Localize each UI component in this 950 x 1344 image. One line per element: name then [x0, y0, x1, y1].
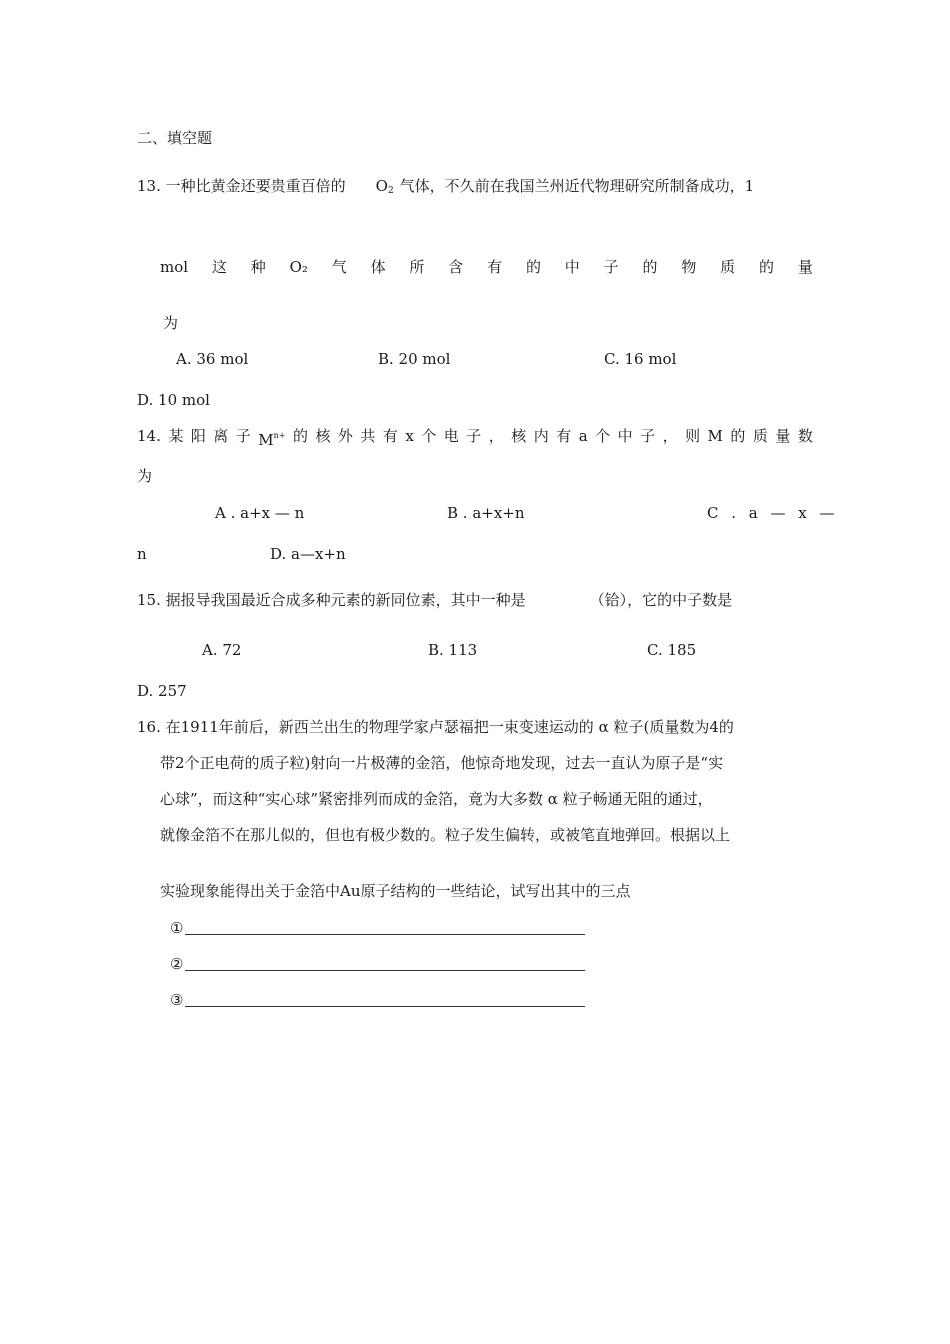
- q14-line1-token: 数: [797, 427, 813, 445]
- q13-line2-token: 子: [603, 258, 619, 276]
- q13-option-d: D. 10 mol: [137, 391, 210, 409]
- q16-line-3: 心球”，而这种“实心球”紧密排列而成的金箔，竟为大多数 α 粒子畅通无阻的通过，: [160, 790, 713, 808]
- q14-line1-token: 离: [213, 427, 229, 445]
- q13-option-c: C. 16 mol: [604, 350, 677, 368]
- q14-line1-token: 子: [640, 427, 656, 445]
- q13-line2-token: 的: [759, 258, 775, 276]
- q14-line1-token: 的: [292, 427, 308, 445]
- q14-line-1: [137, 426, 813, 450]
- q13-text-a: 13. 一种比黄金还要贵重百倍的: [137, 177, 346, 195]
- answer-blank-3[interactable]: [170, 990, 585, 1010]
- q15-line-1: [137, 590, 732, 610]
- q13-option-b: B. 20 mol: [378, 350, 451, 368]
- q14-line1-token: 有: [382, 427, 398, 445]
- blank-3-line[interactable]: [185, 992, 585, 1007]
- q13-line-2: [160, 257, 813, 277]
- q14-line1-token: ，: [488, 427, 504, 445]
- q13-line-3: 为: [163, 314, 179, 332]
- q14-line1-token: x: [405, 427, 414, 445]
- q13-line-1: [137, 176, 754, 201]
- q14-option-c: C . a — x —: [707, 504, 835, 522]
- q15-option-a: A. 72: [202, 641, 242, 659]
- q14-option-c-cont: n: [137, 545, 147, 563]
- q13-line2-token: 体: [370, 258, 386, 276]
- q14-line1-token: 电: [443, 427, 459, 445]
- q14-line1-token: 阳: [190, 427, 206, 445]
- blank-1-marker: ①: [170, 919, 184, 937]
- q14-option-a: A . a+x — n: [215, 504, 305, 522]
- ion-charge-superscript: n+: [273, 431, 286, 440]
- q14-line1-token: 的: [730, 427, 746, 445]
- q14-line1-token: 外: [337, 427, 353, 445]
- q13-line2-token: 有: [487, 258, 503, 276]
- q13-line2-token: O₂: [289, 258, 308, 276]
- q16-line-4: 就像金箔不在那儿似的，但也有极少数的。粒子发生偏转，或被笔直地弹回。根据以上: [160, 826, 731, 844]
- q16-line-2: 带2个正电荷的质子粒)射向一片极薄的金箔，他惊奇地发现，过去一直认为原子是“实: [160, 754, 724, 772]
- q15-option-b: B. 113: [428, 641, 478, 659]
- q13-text-b: 气体，不久前在我国兰州近代物理研究所制备成功，1: [399, 177, 755, 195]
- q14-line1-token: 子: [235, 427, 251, 445]
- q14-line1-token: 核: [511, 427, 527, 445]
- answer-blank-2[interactable]: [170, 954, 585, 974]
- q14-line1-token: 个: [421, 427, 437, 445]
- q14-line1-token: 内: [533, 427, 549, 445]
- q15-text-a: 15. 据报导我国最近合成多种元素的新同位素，其中一种是: [137, 591, 526, 609]
- q13-line2-token: 所: [409, 258, 425, 276]
- q14-line1-token: 个: [595, 427, 611, 445]
- q14-line1-token: $M^{n+}$: [258, 431, 286, 449]
- q13-line2-token: mol: [160, 258, 189, 276]
- q15-text-b: （铪），它的中子数是: [589, 591, 733, 609]
- q13-line2-token: 含: [448, 258, 464, 276]
- q14-line1-token: 中: [617, 427, 633, 445]
- q14-option-b: B . a+x+n: [447, 504, 525, 522]
- blank-2-marker: ②: [170, 955, 184, 973]
- q13-line2-token: 气: [331, 258, 347, 276]
- q14-line1-token: 有: [556, 427, 572, 445]
- q13-line2-token: 这: [211, 258, 227, 276]
- q14-line1-token: 则: [685, 427, 701, 445]
- q14-line1-token: 子: [466, 427, 482, 445]
- q14-line1-token: 质: [752, 427, 768, 445]
- q14-line1-token: 量: [775, 427, 791, 445]
- q13-line2-token: 物: [681, 258, 697, 276]
- q15-option-c: C. 185: [647, 641, 697, 659]
- q14-line1-token: a: [578, 427, 588, 445]
- q14-line1-token: M: [707, 427, 723, 445]
- answer-blank-1[interactable]: [170, 918, 585, 938]
- q13-line2-token: 量: [797, 258, 813, 276]
- q14-line-2: 为: [137, 467, 153, 485]
- q13-line2-token: 种: [250, 258, 266, 276]
- q14-line1-token: ，: [662, 427, 678, 445]
- blank-3-marker: ③: [170, 991, 184, 1009]
- q13-line2-token: 中: [564, 258, 580, 276]
- q13-line2-token: 的: [642, 258, 658, 276]
- q14-line1-token: 某: [168, 427, 184, 445]
- q14-line1-token: 核: [315, 427, 331, 445]
- section-title: 二、填空题: [137, 129, 213, 147]
- q14-line1-token: 共: [360, 427, 376, 445]
- blank-1-line[interactable]: [185, 920, 585, 935]
- q14-option-d: D. a—x+n: [270, 545, 346, 563]
- q14-line1-token: 14.: [137, 427, 161, 445]
- blank-2-line[interactable]: [185, 956, 585, 971]
- q13-option-a: A. 36 mol: [176, 350, 249, 368]
- q16-line-1: 16. 在1911年前后，新西兰出生的物理学家卢瑟福把一束变速运动的 α 粒子(质量数为4的: [137, 718, 734, 736]
- q15-option-d: D. 257: [137, 682, 187, 700]
- q13-line2-token: 的: [525, 258, 541, 276]
- q16-line-5: 实验现象能得出关于金箔中Au原子结构的一些结论，试写出其中的三点: [160, 882, 631, 900]
- q13-line2-token: 质: [720, 258, 736, 276]
- o2-formula: $O_2$: [375, 177, 394, 196]
